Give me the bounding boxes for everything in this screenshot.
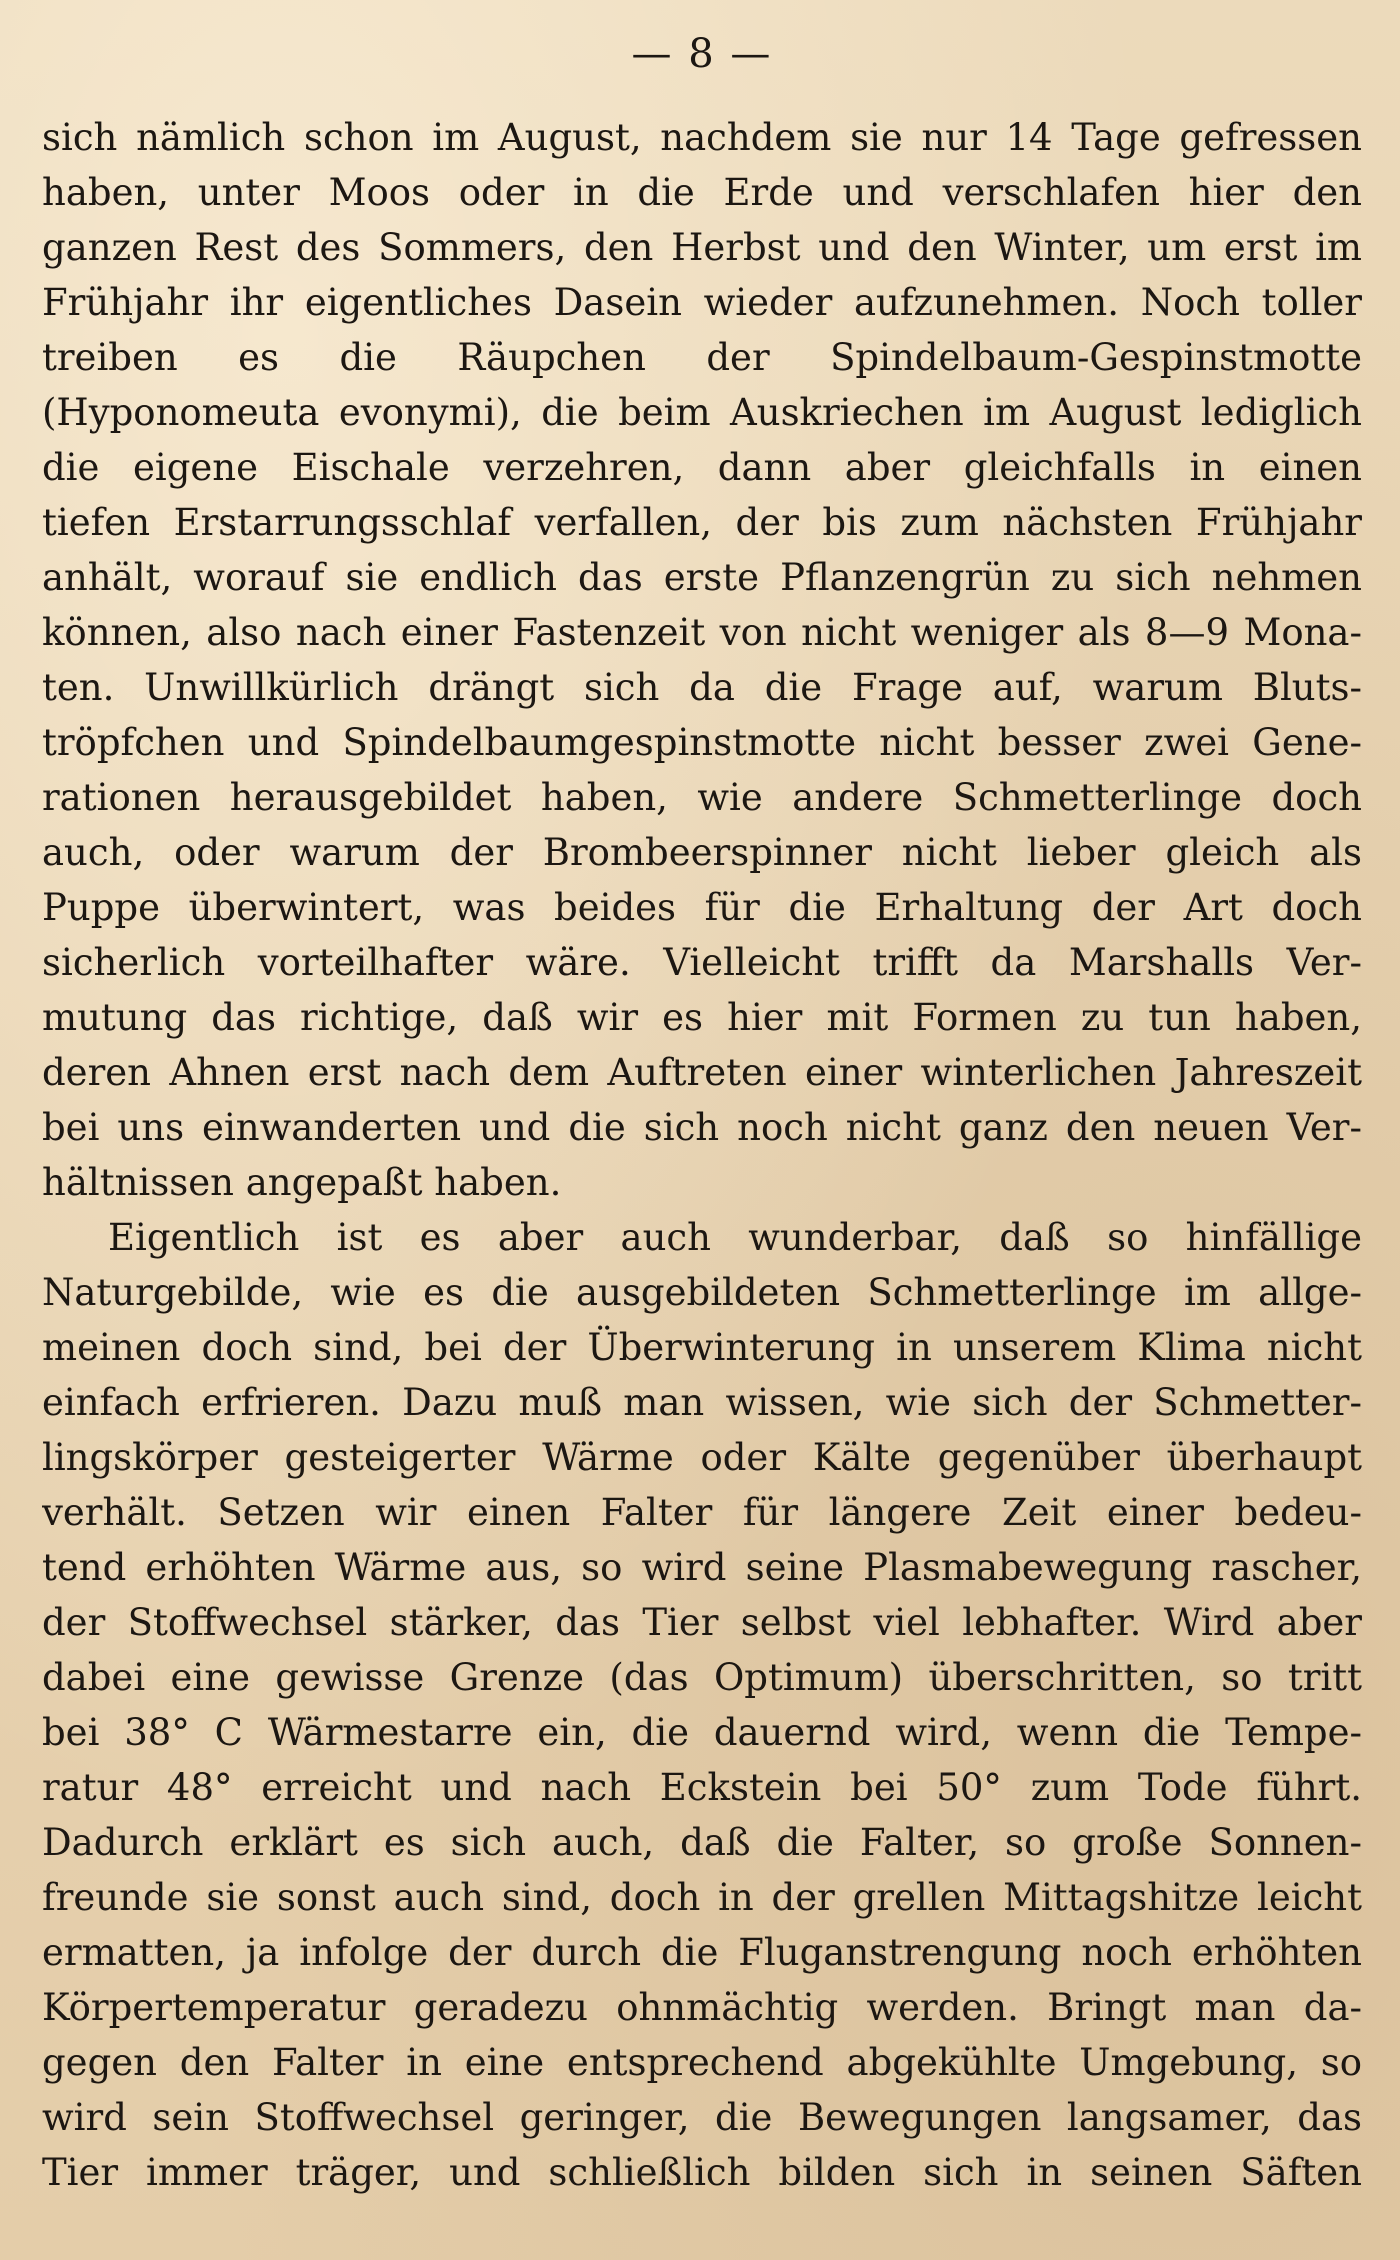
text-line: können, also nach einer Fastenzeit von nicht weniger als 8—9 Mona-	[42, 611, 1362, 654]
paragraph-end-line: hältnissen angepaßt haben.	[42, 1161, 562, 1204]
text-line: deren Ahnen erst nach dem Auftreten einer winterlichen Jahreszeit	[42, 1051, 1362, 1094]
text-line: ratur 48° erreicht und nach Eckstein bei 50° zum Tode führt.	[42, 1766, 1362, 1809]
text-line: anhält, worauf sie endlich das erste Pflanzengrün zu sich nehmen	[42, 556, 1362, 599]
text-line: (Hyponomeuta evonymi), die beim Auskriechen im August lediglich	[42, 391, 1362, 434]
text-line: tröpfchen und Spindelbaumgespinstmotte nicht besser zwei Gene-	[42, 721, 1362, 764]
text-line: gegen den Falter in eine entsprechend abgekühlte Umgebung, so	[42, 2041, 1362, 2084]
text-line: tend erhöhten Wärme aus, so wird seine Plasmabewegung rascher,	[42, 1546, 1362, 1589]
text-line: rationen herausgebildet haben, wie andere Schmetterlinge doch	[42, 776, 1362, 819]
text-line: verhält. Setzen wir einen Falter für längere Zeit einer bedeu-	[42, 1491, 1362, 1534]
text-line: Tier immer träger, und schließlich bilden sich in seinen Säften	[42, 2151, 1362, 2194]
text-line: ten. Unwillkürlich drängt sich da die Frage auf, warum Bluts-	[42, 666, 1362, 709]
text-line: Frühjahr ihr eigentliches Dasein wieder aufzunehmen. Noch toller	[42, 281, 1362, 324]
page-number: — 8 —	[631, 31, 773, 77]
text-line: Puppe überwintert, was beides für die Erhaltung der Art doch	[42, 886, 1362, 929]
text-line: bei 38° C Wärmestarre ein, die dauernd wird, wenn die Tempe-	[42, 1711, 1362, 1754]
text-line: freunde sie sonst auch sind, doch in der grellen Mittagshitze leicht	[42, 1876, 1362, 1919]
text-line: Naturgebilde, wie es die ausgebildeten Schmetterlinge im allge-	[42, 1271, 1362, 1314]
text-line: einfach erfrieren. Dazu muß man wissen, wie sich der Schmetter-	[42, 1381, 1362, 1424]
text-line: wird sein Stoffwechsel geringer, die Bewegungen langsamer, das	[42, 2096, 1362, 2139]
text-line: auch, oder warum der Brombeerspinner nicht lieber gleich als	[42, 831, 1362, 874]
text-line: tiefen Erstarrungsschlaf verfallen, der bis zum nächsten Frühjahr	[42, 501, 1362, 544]
text-line: sicherlich vorteilhafter wäre. Vielleicht trifft da Marshalls Ver-	[42, 941, 1362, 984]
text-line: meinen doch sind, bei der Überwinterung in unserem Klima nicht	[42, 1326, 1362, 1369]
text-line: mutung das richtige, daß wir es hier mit Formen zu tun haben,	[42, 996, 1362, 1039]
text-line: der Stoffwechsel stärker, das Tier selbst viel lebhafter. Wird aber	[42, 1601, 1362, 1644]
book-page	[42, 0, 1362, 2260]
text-line: treiben es die Räupchen der Spindelbaum-Gespinstmotte	[42, 336, 1362, 379]
text-line: ermatten, ja infolge der durch die Fluganstrengung noch erhöhten	[42, 1931, 1362, 1974]
body-text	[42, 110, 1362, 2200]
text-line: Dadurch erklärt es sich auch, daß die Falter, so große Sonnen-	[42, 1821, 1362, 1864]
text-line: ganzen Rest des Sommers, den Herbst und den Winter, um erst im	[42, 226, 1362, 269]
text-line: haben, unter Moos oder in die Erde und verschlafen hier den	[42, 171, 1362, 214]
text-line: sich nämlich schon im August, nachdem sie nur 14 Tage gefressen	[42, 116, 1362, 159]
paragraph-start-line: Eigentlich ist es aber auch wunderbar, daß so hinfällige	[108, 1216, 1362, 1259]
text-line: die eigene Eischale verzehren, dann aber gleichfalls in einen	[42, 446, 1362, 489]
text-line: Körpertemperatur geradezu ohnmächtig werden. Bringt man da-	[42, 1986, 1362, 2029]
text-line: lingskörper gesteigerter Wärme oder Kälte gegenüber überhaupt	[42, 1436, 1362, 1479]
text-line: bei uns einwanderten und die sich noch nicht ganz den neuen Ver-	[42, 1106, 1362, 1149]
text-line: dabei eine gewisse Grenze (das Optimum) überschritten, so tritt	[42, 1656, 1362, 1699]
